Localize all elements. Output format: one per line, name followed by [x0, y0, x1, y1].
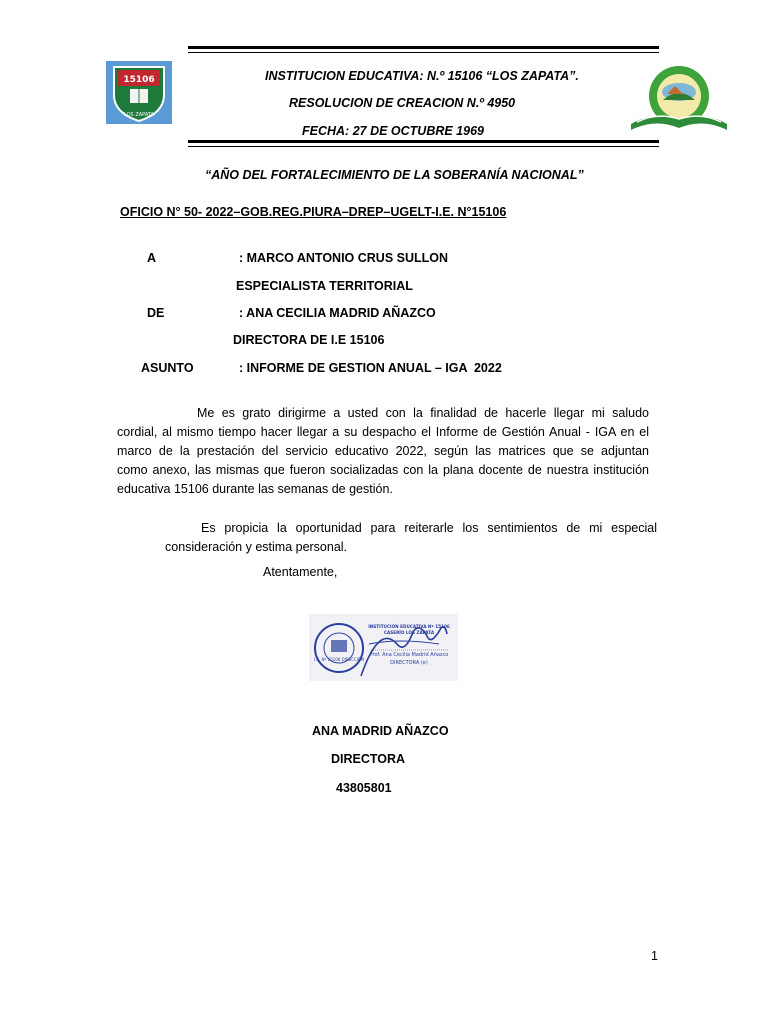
closing-text: Atentamente, [263, 565, 338, 579]
field-de-label: DE [147, 306, 165, 320]
paragraph-1-line: cordial, al mismo tiempo hacer llegar a su despacho el Informe de Gestión Anual - IGA en el [117, 425, 649, 439]
stamp-box-line-2: CASERÍO LOS ZAPATA [383, 630, 435, 635]
stamp-seal-text: I.E. Nº 15106 DIRECCIÓN [313, 657, 365, 662]
header-top-rule-thick [188, 46, 659, 49]
header-top-rule-thin [188, 52, 659, 53]
paragraph-2-line: consideración y estima personal. [165, 540, 348, 554]
oficio-reference: OFICIO N° 50- 2022–GOB.REG.PIURA–DREP–UGELT-I.E. N°15106 [120, 205, 507, 219]
field-de-value: : ANA CECILIA MADRID AÑAZCO [239, 306, 436, 320]
field-asunto-value: : INFORME DE GESTION ANUAL – IGA 2022 [239, 361, 502, 375]
paragraph-1-line: Me es grato dirigirme a usted con la finalidad de hacerle llegar mi saludo [197, 406, 649, 420]
year-title: “AÑO DEL FORTALECIMIENTO DE LA SOBERANÍA NACIONAL” [205, 168, 584, 182]
crest-number-text: 15106 [123, 75, 155, 85]
stamp-name-line: Prof. Ana Cecilia Madrid Añazco [369, 652, 449, 658]
header-resolution: RESOLUCION DE CREACION N.º 4950 [289, 96, 516, 110]
paragraph-1-line: educativa 15106 durante las semanas de gestión. [117, 482, 393, 496]
institution-emblem-logo [627, 64, 731, 134]
field-a-label: A [147, 251, 157, 265]
school-crest-logo [106, 61, 172, 124]
header-institution: INSTITUCION EDUCATIVA: N.º 15106 “LOS ZAPATA”. [265, 69, 579, 83]
paragraph-1-line: como anexo, las mismas que fueron socializadas con la plana docente de nuestra institución [117, 463, 649, 477]
field-de-subtitle: DIRECTORA DE I.E 15106 [233, 333, 385, 347]
signer-name: ANA MADRID AÑAZCO [312, 724, 449, 738]
crest-name-text: LOS ZAPATA [124, 112, 154, 118]
body-paragraph-2 [165, 519, 657, 557]
paragraph-2-line: Es propicia la oportunidad para reiterarle los sentimientos de mi especial [201, 521, 657, 535]
field-asunto-label: ASUNTO [141, 361, 194, 375]
page-number: 1 [651, 949, 658, 963]
field-a-value: : MARCO ANTONIO CRUS SULLON [239, 251, 449, 265]
signer-id: 43805801 [336, 781, 392, 795]
header-bottom-rule-thick [188, 140, 659, 143]
field-a-subtitle: ESPECIALISTA TERRITORIAL [236, 279, 413, 293]
header-date: FECHA: 27 DE OCTUBRE 1969 [302, 124, 484, 138]
paragraph-1-line: marco de la prestación del servicio educativo 2022, según las matrices que se adjuntan [117, 444, 649, 458]
stamp-box-line-1: INSTITUCIÓN EDUCATIVA Nº 15106 [368, 624, 450, 629]
stamp-role-line: DIRECTORA (e) [390, 660, 428, 666]
body-paragraph-1 [117, 404, 649, 499]
signer-role: DIRECTORA [331, 752, 406, 766]
header-bottom-rule-thin [188, 146, 659, 147]
director-stamp-signature [309, 614, 458, 681]
